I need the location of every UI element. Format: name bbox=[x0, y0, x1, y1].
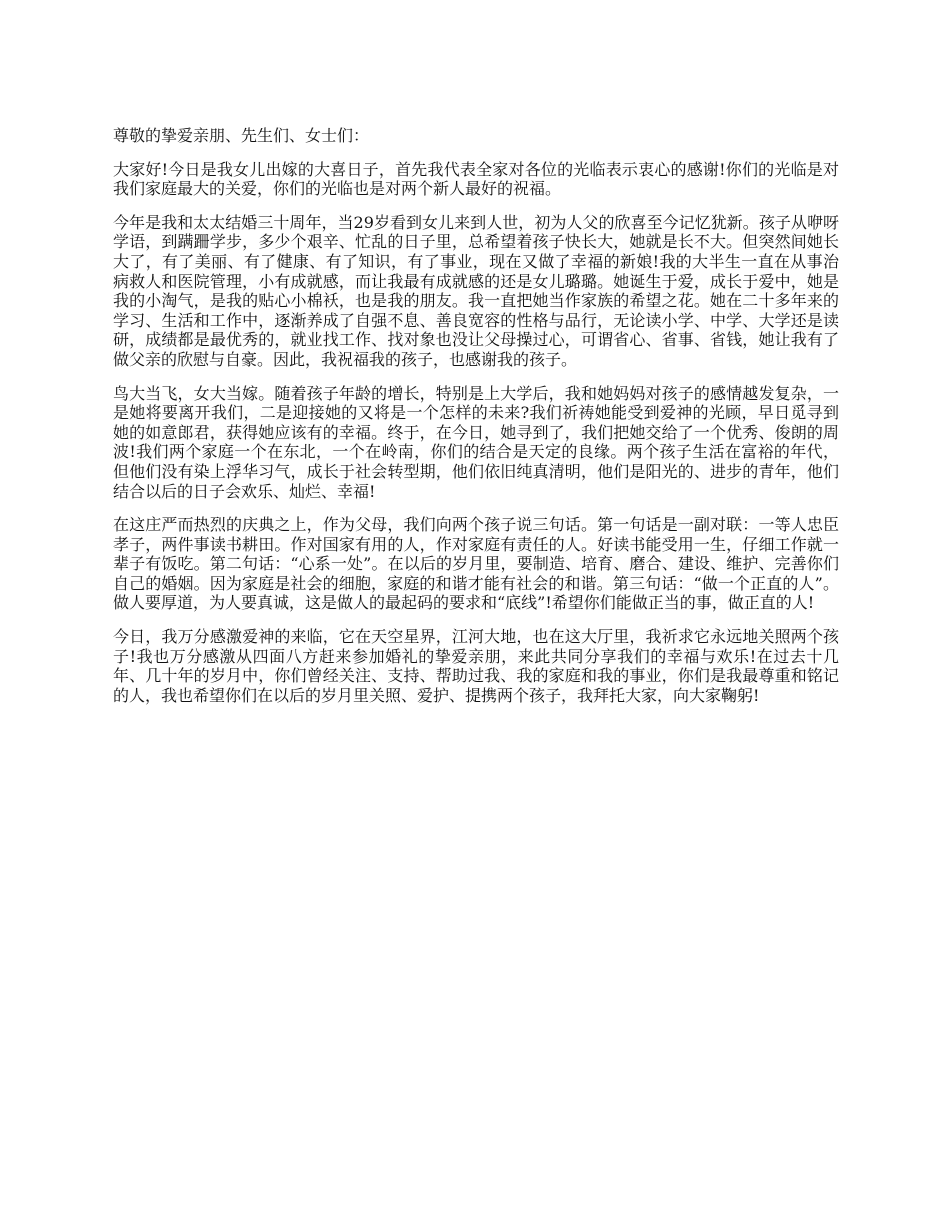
paragraph-marriage: 鸟大当飞，女大当嫁。随着孩子年龄的增长，特别是上大学后，我和她妈妈对孩子的感情越发复杂，一是她将要离开我们，二是迎接她的又将是一个怎样的未来?我们祈祷她能受到爱神的光顾，早日觅寻到她的如意郎君，获得她应该有的幸福。终于，在今日，她寻到了，我们把她交给了一个优秀、俊朗的周波!我们两个家庭一个在东北，一个在岭南，你们的结合是天定的良缘。两个孩子生活在富裕的年代，但他们没有染上浮华习气，成长于社会转型期，他们依旧纯真清明，他们是阳光的、进步的青年，他们结合以后的日子会欢乐、灿烂、幸福! bbox=[113, 383, 839, 501]
paragraph-daughter-growth: 今年是我和太太结婚三十周年，当29岁看到女儿来到人世，初为人父的欣喜至今记忆犹新。孩子从咿呀学语，到蹒跚学步，多少个艰辛、忙乱的日子里，总希望着孩子快长大，她就是长不大。但突然间她长大了，有了美丽、有了健康、有了知识，有了事业，现在又做了幸福的新娘!我的大半生一直在从事治病救人和医院管理，小有成就感，而让我最有成就感的还是女儿璐璐。她诞生于爱，成长于爱中，她是我的小淘气，是我的贴心小棉袄，也是我的朋友。我一直把她当作家族的希望之花。她在二十多年来的学习、生活和工作中，逐渐养成了自强不息、善良宽容的性格与品行，无论读小学、中学、大学还是读研，成绩都是最优秀的，就业找工作、找对象也没让父母操过心，可谓省心、省事、省钱，她让我有了做父亲的欣慰与自豪。因此，我祝福我的孩子，也感谢我的孩子。 bbox=[113, 212, 839, 369]
paragraph-greeting: 大家好!今日是我女儿出嫁的大喜日子，首先我代表全家对各位的光临表示衷心的感谢!你们的光临是对我们家庭最大的关爱，你们的光临也是对两个新人最好的祝福。 bbox=[113, 159, 839, 199]
paragraph-thanks: 今日，我万分感激爱神的来临，它在天空星界，江河大地，也在这大厅里，我祈求它永远地关照两个孩子!我也万分感激从四面八方赶来参加婚礼的挚爱亲朋，来此共同分享我们的幸福与欢乐!在过去十几年、几十年的岁月中，你们曾经关注、支持、帮助过我、我的家庭和我的事业，你们是我最尊重和铭记的人，我也希望你们在以后的岁月里关照、爱护、提携两个孩子，我拜托大家，向大家鞠躬! bbox=[113, 627, 839, 705]
document-body bbox=[113, 126, 839, 719]
salutation: 尊敬的挚爱亲朋、先生们、女士们： bbox=[113, 126, 370, 145]
paragraph-three-words: 在这庄严而热烈的庆典之上，作为父母，我们向两个孩子说三句话。第一句话是一副对联：一等人忠臣孝子，两件事读书耕田。作对国家有用的人，作对家庭有责任的人。好读书能受用一生，仔细工作就一辈子有饭吃。第二句话：“心系一处”。在以后的岁月里，要制造、培育、磨合、建设、维护、完善你们自己的婚姻。因为家庭是社会的细胞，家庭的和谐才能有社会的和谐。第三句话：“做一个正直的人”。做人要厚道，为人要真诚，这是做人的最起码的要求和“底线”!希望你们能做正当的事，做正直的人! bbox=[113, 515, 839, 613]
